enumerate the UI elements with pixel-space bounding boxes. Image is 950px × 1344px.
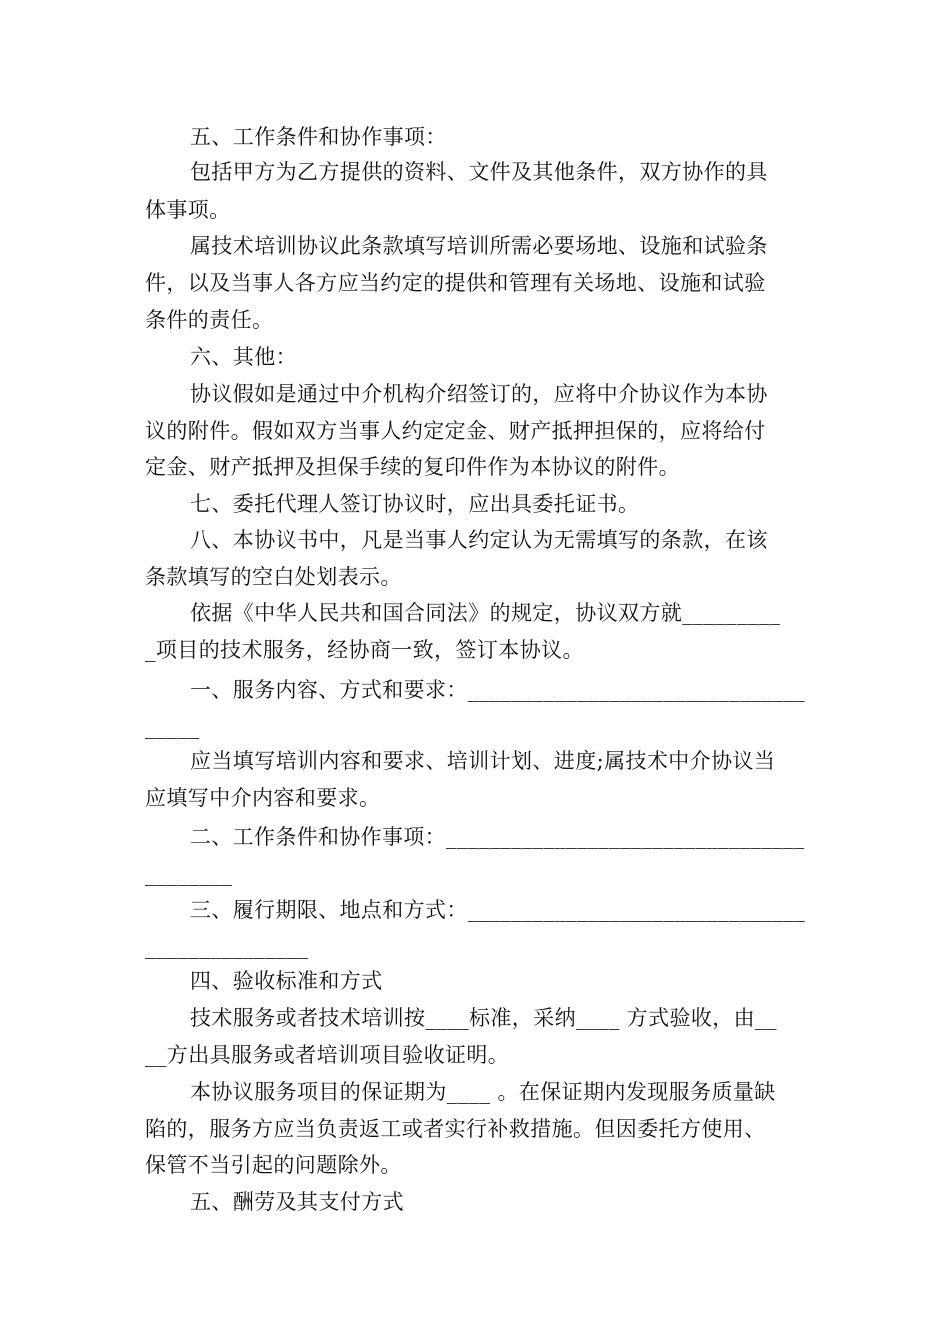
- paragraph-line: 本协议服务项目的保证期为____ 。在保证期内发现服务质量缺: [190, 1080, 776, 1104]
- paragraph-line: 技术服务或者技术培训按____标准，采纳____ 方式验收，由__: [190, 1006, 777, 1030]
- section-heading: 三、履行期限、地点和方式：_______________________________: [190, 898, 806, 922]
- blank-line: _______________: [145, 935, 309, 959]
- paragraph-line: 陷的，服务方应当负责返工或者实行补救措施。但因委托方使用、: [145, 1117, 766, 1141]
- section-heading: 四、验收标准和方式: [190, 969, 383, 993]
- paragraph-line: _项目的技术服务，经协商一致，签订本协议。: [145, 638, 584, 662]
- paragraph-line: __方出具服务或者培训项目验收证明。: [145, 1043, 510, 1067]
- paragraph-line: 件，以及当事人各方应当约定的提供和管理有关场地、设施和试验: [145, 271, 766, 295]
- paragraph-line: 依据《中华人民共和国合同法》的规定，协议双方就_________: [190, 601, 781, 625]
- paragraph-line: 属技术培训协议此条款填写培训所需必要场地、设施和试验条: [190, 234, 768, 258]
- paragraph-line: 应当填写培训内容和要求、培训计划、进度;属技术中介协议当: [190, 749, 776, 773]
- section-heading: 一、服务内容、方式和要求：_______________________________: [190, 678, 806, 702]
- section-heading: 五、工作条件和协作事项：: [190, 125, 447, 149]
- paragraph-line: 应填写中介内容和要求。: [145, 786, 381, 810]
- paragraph-line: 条件的责任。: [145, 308, 274, 332]
- paragraph-line: 议的附件。假如双方当事人约定定金、财产抵押担保的，应将给付: [145, 419, 766, 443]
- section-heading: 八、本协议书中，凡是当事人约定认为无需填写的条款，在该: [190, 528, 768, 552]
- section-heading: 五、酬劳及其支付方式: [190, 1190, 404, 1214]
- paragraph-line: 体事项。: [145, 198, 231, 222]
- section-heading: 六、其他：: [190, 345, 297, 369]
- paragraph-line: 包括甲方为乙方提供的资料、文件及其他条件，双方协作的具: [190, 160, 768, 184]
- paragraph-line: 条款填写的空白处划表示。: [145, 565, 402, 589]
- paragraph-line: 定金、财产抵押及担保手续的复印件作为本协议的附件。: [145, 455, 680, 479]
- paragraph-line: 保管不当引起的问题除外。: [145, 1153, 402, 1177]
- section-heading: 二、工作条件和协作事项：_________________________________: [190, 825, 805, 849]
- paragraph-line: 协议假如是通过中介机构介绍签订的，应将中介协议作为本协: [190, 382, 768, 406]
- section-heading: 七、委托代理人签订协议时，应出具委托证书。: [190, 492, 640, 516]
- blank-line: ________: [145, 862, 233, 886]
- blank-line: _____: [145, 715, 200, 739]
